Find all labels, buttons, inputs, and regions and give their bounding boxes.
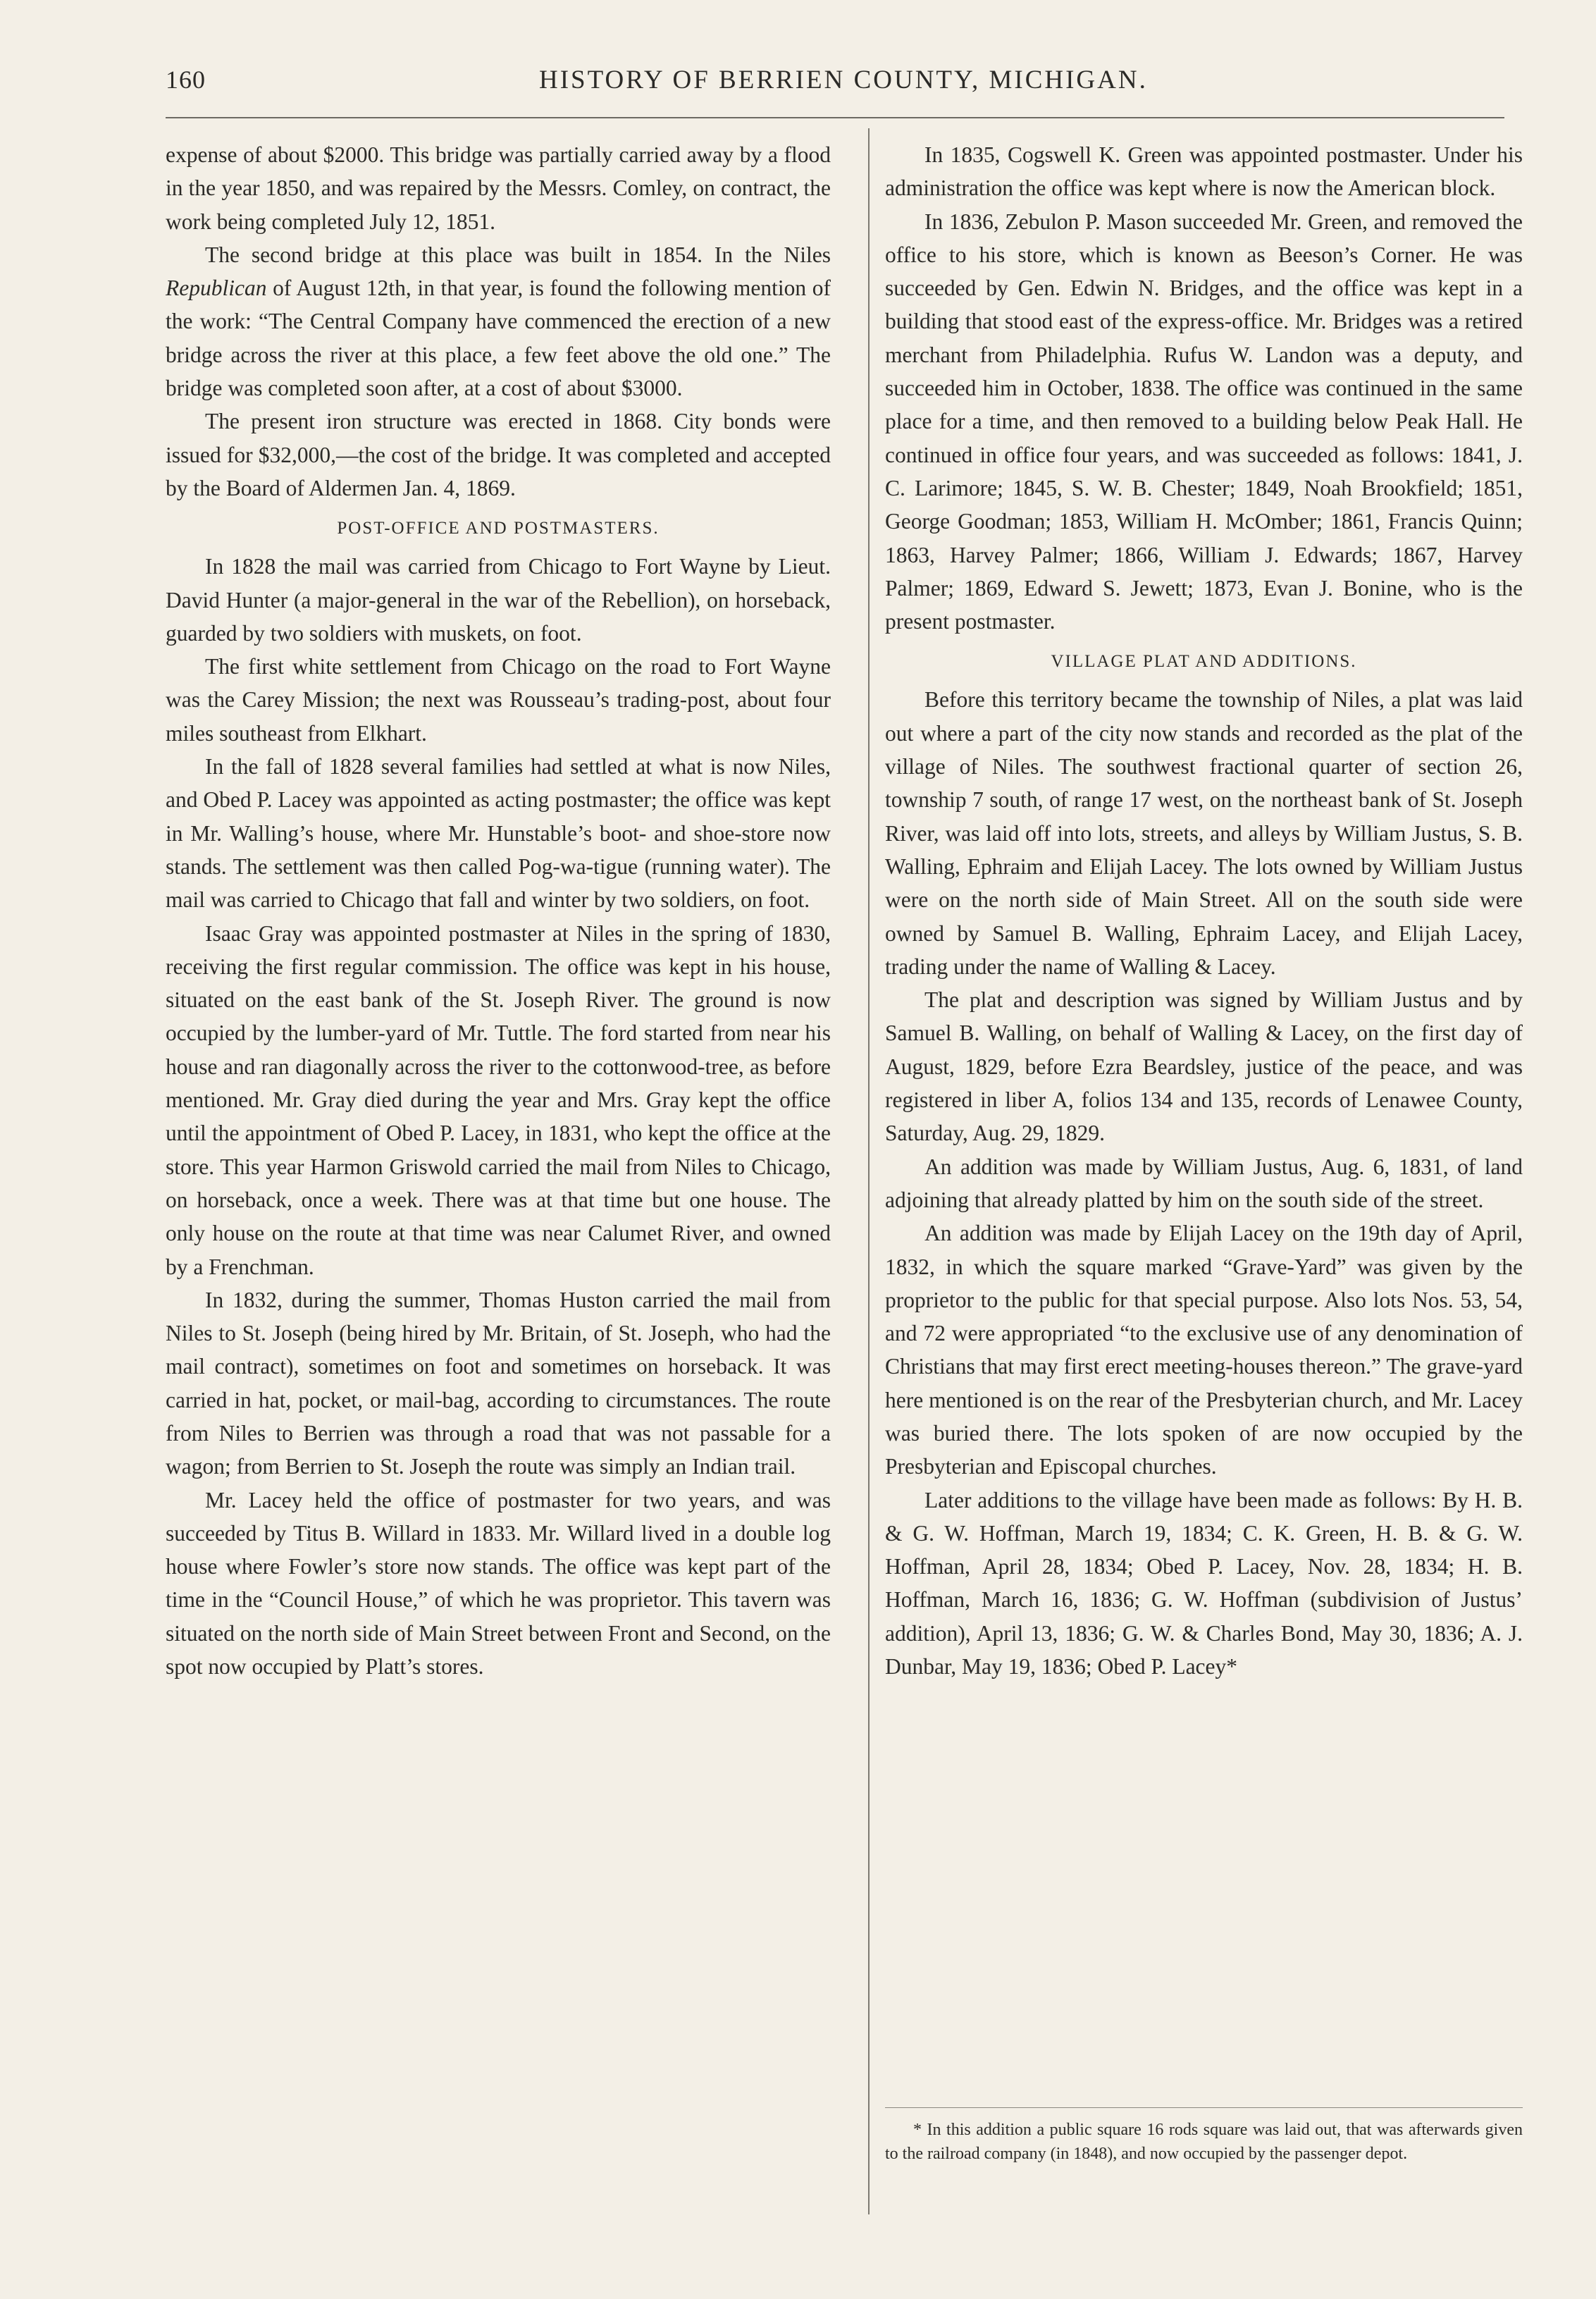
left-column: [166, 138, 831, 1683]
paragraph: Later additions to the village have been made as follows: By H. B. & G. W. Hoffman, March 19, 1834; C. K. Green, H. B. & G. W. Hoffman, April 28, 1834; Obed P. Lacey, Nov. 28, 1834; H. B. Hoffman, March 16, 1836; G. W. Hoffman (subdivision of Justus’ addition), April 13, 1836; G. W. & Charles Bond, May 30, 1836; A. J. Dunbar, May 19, 1836; Obed P. Lacey*: [885, 1487, 1523, 1679]
paragraph: In the fall of 1828 several families had settled at what is now Niles, and Obed P. Lacey was appointed as acting postmaster; the office was kept in Mr. Walling’s house, where Mr. Hunstable’s boot- and shoe-store now stands. The settlement was then called Pog-wa-tigue (running water). The mail was carried to Chicago that fall and winter by two soldiers, on foot.: [166, 754, 831, 913]
page-number: 160: [166, 66, 206, 94]
paragraph-text: The second bridge at this place was built in 1854. In the Niles: [205, 242, 831, 267]
paragraph: Before this territory became the township of Niles, a plat was laid out where a part of the city now stands and recorded as the plat of the village of Niles. The southwest fractional quarter of section 26, township 7 south, of range 17 west, on the northeast bank of St. Joseph River, was laid off into lots, streets, and alleys by William Justus, S. B. Walling, Ephraim and Elijah Lacey. The lots owned by William Justus were on the north side of Main Street. All on the south side were owned by Samuel B. Walling, Ephraim Lacey, and Elijah Lacey, trading under the name of Walling & Lacey.: [885, 687, 1523, 979]
paragraph: [166, 238, 831, 405]
paragraph: The present iron structure was erected in 1868. City bonds were issued for $32,000,—the cost of the bridge. It was completed and accepted by the Board of Aldermen Jan. 4, 1869.: [166, 409, 831, 500]
paragraph: expense of about $2000. This bridge was partially carried away by a flood in the year 1850, and was repaired by the Messrs. Comley, on contract, the work being completed July 12, 1851.: [166, 142, 831, 234]
paragraph: In 1828 the mail was carried from Chicago to Fort Wayne by Lieut. David Hunter (a major-general in the war of the Rebellion), on horseback, guarded by two soldiers with muskets, on foot.: [166, 554, 831, 646]
paragraph: In 1832, during the summer, Thomas Huston carried the mail from Niles to St. Joseph (being hired by Mr. Britain, of St. Joseph, who had the mail contract), sometimes on foot and sometimes on horseback. It was carried in hat, pocket, or mail-bag, according to circumstances. The route from Niles to Berrien was through a road that was not passable for a wagon; from Berrien to St. Joseph the route was simply an Indian trail.: [166, 1287, 831, 1479]
paragraph-text: of August 12th, in that year, is found the following mention of the work: “The Central Company have commenced the erection of a new bridge across the river at this place, a few feet above the old one.” The bridge was completed soon after, at a cost of about $3000.: [166, 276, 831, 401]
right-column: [885, 138, 1523, 1683]
paragraph: The first white settlement from Chicago on the road to Fort Wayne was the Carey Mission; the next was Rousseau’s trading-post, about four miles southeast from Elkhart.: [166, 654, 831, 746]
column-divider: [868, 128, 870, 2214]
paragraph: The plat and description was signed by William Justus and by Samuel B. Walling, on behalf of Walling & Lacey, on the first day of August, 1829, before Ezra Beardsley, justice of the peace, and was registered in liber A, folios 134 and 135, records of Lenawee County, Saturday, Aug. 29, 1829.: [885, 987, 1523, 1146]
paragraph: In 1836, Zebulon P. Mason succeeded Mr. Green, and removed the office to his store, which is known as Beeson’s Corner. He was succeeded by Gen. Edwin N. Bridges, and the office was kept in a building that stood east of the express-office. Mr. Bridges was a retired merchant from Philadelphia. Rufus W. Landon was a deputy, and succeeded him in October, 1838. The office was continued in the same place for a time, and then removed to a building below Peak Hall. He continued in office four years, and was succeeded as follows: 1841, J. C. Larimore; 1845, S. W. B. Chester; 1849, Noah Brookfield; 1851, George Goodman; 1853, William H. McOmber; 1861, Francis Quinn; 1863, Harvey Palmer; 1866, William J. Edwards; 1867, Harvey Palmer; 1869, Edward S. Jewett; 1873, Evan J. Bonine, who is the present postmaster.: [885, 209, 1523, 634]
paragraph: An addition was made by Elijah Lacey on the 19th day of April, 1832, in which the square marked “Grave-Yard” was given by the proprietor to the public for that special purpose. Also lots Nos. 53, 54, and 72 were appropriated “to the exclusive use of any denomination of Christians that may first erect meeting-houses thereon.” The grave-yard here mentioned is on the rear of the Presbyterian church, and Mr. Lacey was buried there. The lots spoken of are now occupied by the Presbyterian and Episcopal churches.: [885, 1221, 1523, 1479]
footnote-rule: [885, 2107, 1523, 2108]
running-head: HISTORY OF BERRIEN COUNTY, MICHIGAN.: [539, 66, 1148, 94]
newspaper-title: Republican: [166, 276, 267, 301]
page-header: [166, 65, 1504, 107]
paragraph: Mr. Lacey held the office of postmaster for two years, and was succeeded by Titus B. Willard in 1833. Mr. Willard lived in a double log house where Fowler’s store now stands. The office was kept part of the time in the “Council House,” of which he was proprietor. This tavern was situated on the north side of Main Street between Front and Second, on the spot now occupied by Platt’s stores.: [166, 1487, 831, 1679]
section-heading: VILLAGE PLAT AND ADDITIONS.: [1051, 652, 1357, 672]
footnote: * In this addition a public square 16 rods square was laid out, that was afterwards given to the railroad company (in 1848), and now occupied by the passenger depot.: [885, 2121, 1523, 2163]
paragraph: In 1835, Cogswell K. Green was appointed postmaster. Under his administration the office was kept where is now the American block.: [885, 142, 1523, 201]
section-heading: POST-OFFICE AND POSTMASTERS.: [337, 519, 660, 538]
header-rule: [166, 117, 1504, 118]
paragraph: Isaac Gray was appointed postmaster at Niles in the spring of 1830, receiving the first regular commission. The office was kept in his house, situated on the east bank of the St. Joseph River. The ground is now occupied by the lumber-yard of Mr. Tuttle. The ford started from near his house and ran diagonally across the river to the cottonwood-tree, as before mentioned. Mr. Gray died during the year and Mrs. Gray kept the office until the appointment of Obed P. Lacey, in 1831, who kept the office at the store. This year Harmon Griswold carried the mail from Niles to Chicago, on horseback, once a week. There was at that time but one house. The only house on the route at that time was near Calumet River, and owned by a Frenchman.: [166, 920, 831, 1279]
paragraph: An addition was made by William Justus, Aug. 6, 1831, of land adjoining that already platted by him on the south side of the street.: [885, 1154, 1523, 1212]
